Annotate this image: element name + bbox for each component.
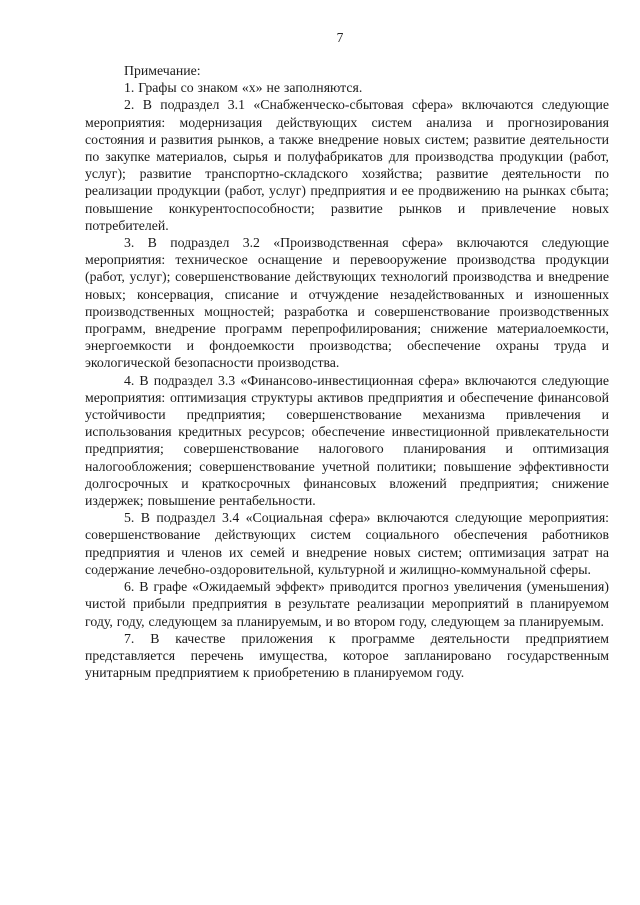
paragraph-item-7: 7. В качестве приложения к программе деятельности предприятием представляется перечень имущества, которое запланировано государственным унитарным предприятием к приобретению в планируемом году. [85,630,609,681]
paragraph-item-2: 2. В подраздел 3.1 «Снабженческо-сбытовая сфера» включаются следующие мероприятия: модернизация действующих систем анализа и прогнозирования состояния и развития рынков, а также внедрение новых систем; развитие деятельности по закупке материалов, сырья и полуфабрикатов для производства продукции (работ, услуг); развитие транспортно-складского хозяйства; развитие деятельности по реализации продукции (работ, услуг) предприятия и ее продвижению на рынках сбыта; повышение конкурентоспособности; развитие рынков и привлечение новых потребителей. [85,97,609,233]
paragraph-item-3: 3. В подраздел 3.2 «Производственная сфера» включаются следующие мероприятия: техническое оснащение и перевооружение производства продукции (работ, услуг); совершенствование действующих технологий производства и внедрение новых; консервация, списание и отчуждение незадействованных и изношенных производственных мощностей; разработка и совершенствование производственных программ, внедрение программ перепрофилирования; снижение материалоемкости, энергоемкости и фондоемкости производства; обеспечение охраны труда и экологической безопасности производства. [85,235,609,371]
paragraph-item-5: 5. В подраздел 3.4 «Социальная сфера» включаются следующие мероприятия: совершенствование действующих систем социального обеспечения работников предприятия и членов их семей и внедрение новых систем; оптимизация затрат на содержание лечебно-оздоровительной, культурной и жилищно-коммунальной сферы. [85,510,609,577]
paragraph-item-4: 4. В подраздел 3.3 «Финансово-инвестиционная сфера» включаются следующие мероприятия: оптимизация структуры активов предприятия и обеспечение финансовой устойчивости предприятия; совершенствование механизма привлечения и использования кредитных ресурсов; обеспечение инвестиционной привлекательности предприятия; совершенствование налогового планирования и оптимизация налогообложения; совершенствование учетной политики; повышение эффективности долгосрочных и краткосрочных финансовых вложений предприятия; снижение издержек; повышение рентабельности. [85,372,609,509]
document-body [85,62,609,681]
paragraph-item-1: 1. Графы со знаком «х» не заполняются. [124,80,363,96]
page-number: 7 [336,30,344,45]
paragraph-item-6: 6. В графе «Ожидаемый эффект» приводится прогноз увеличения (уменьшения) чистой прибыли предприятия в результате реализации мероприятий в планируемом году, году, следующем за планируемым, и во втором году, следующем за планируемым. [85,579,609,629]
paragraph-note-title: Примечание: [124,63,201,78]
